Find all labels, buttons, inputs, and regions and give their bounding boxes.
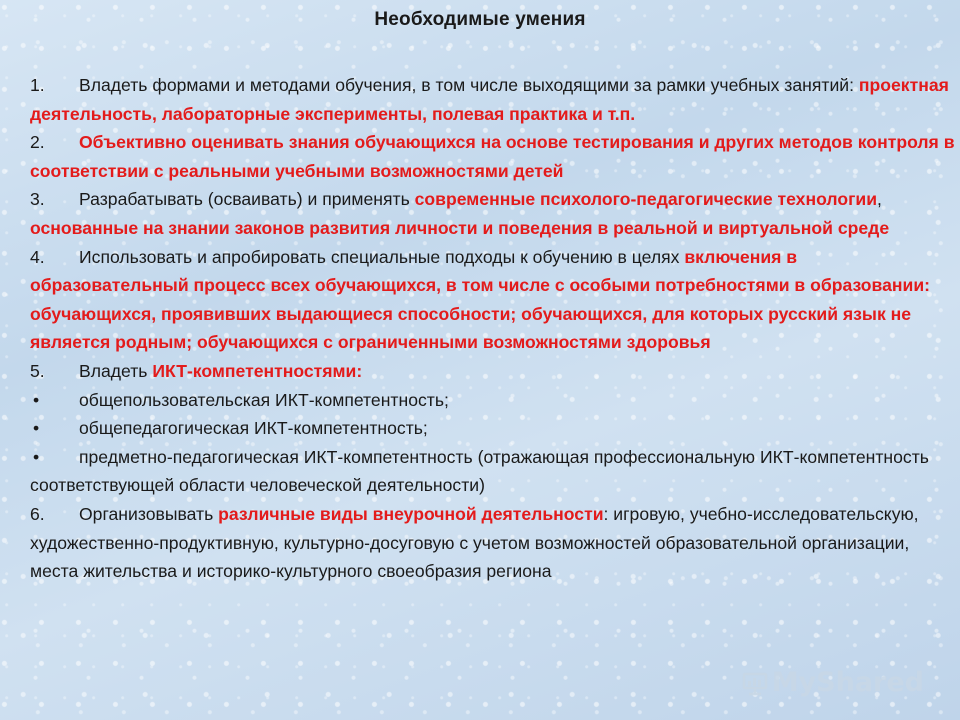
item-highlight: включения в образовательный процесс всех обучающихся, в том числе с особыми потребностями в образовании: обучающихся, проявивших выдающиеся способности; обучающихся, для которых русский язык не является родным; обучающихся с ограниченными возможностями здоровья [30, 246, 931, 353]
item-number: 1. [30, 75, 45, 95]
list-item-6 [30, 500, 955, 586]
slide-content [30, 71, 955, 586]
item-text: : игровую, учебно-исследовательскую, художественно-продуктивную, культурно-досуговую с учетом возможностей образовательной организации, места жительства и историко-культурного своеобразия региона [30, 503, 919, 582]
slide-title: Необходимые умения [374, 9, 586, 30]
item-text: Владеть формами и методами обучения, в том числе выходящими за рамки учебных занятий: [79, 75, 859, 95]
item-number: 2. [30, 132, 45, 153]
bullet-item-2 [30, 414, 955, 443]
item-highlight: различные виды внеурочной деятельности [218, 503, 604, 524]
bullet-item-1 [30, 386, 955, 415]
item-number: 4. [30, 246, 45, 267]
item-text: Разрабатывать (осваивать) и применять [79, 189, 415, 210]
bullet-item-3 [30, 443, 955, 500]
item-text: Использовать и апробировать специальные подходы к обучению в целях [79, 246, 685, 267]
item-highlight: основанные на знании законов развития личности и поведения в реальной и виртуальной среде [30, 217, 890, 238]
list-item-5 [30, 357, 955, 386]
bullet-icon: • [33, 418, 40, 439]
item-text: , [877, 189, 882, 210]
bullet-icon: • [33, 446, 40, 467]
item-highlight: ИКТ-компетентностями: [152, 360, 363, 381]
watermark-text: MyShared [771, 667, 924, 698]
item-number: 5. [30, 360, 45, 381]
item-text: Организовывать [79, 503, 219, 524]
bullet-text: общепользовательская ИКТ-компетентность; [79, 389, 449, 410]
list-item-4 [30, 243, 955, 357]
bullet-text: предметно-педагогическая ИКТ-компетентность (отражающая профессиональную ИКТ-компетентность соответствующей области человеческой деятельности) [30, 446, 929, 496]
list-item-1 [30, 71, 955, 128]
item-number: 3. [30, 189, 45, 210]
list-item-3 [30, 185, 955, 242]
list-item-2 [30, 128, 955, 185]
item-text: Владеть [79, 360, 153, 381]
watermark [742, 667, 924, 698]
bullet-icon: • [33, 389, 40, 410]
presentation-board-icon [742, 670, 768, 696]
item-highlight: Объективно оценивать знания обучающихся на основе тестирования и других методов контроля в соответствии с реальными учебными возможностями детей [30, 132, 955, 181]
item-number: 6. [30, 503, 45, 524]
item-highlight: современные психолого-педагогические технологии [414, 189, 878, 210]
bullet-text: общепедагогическая ИКТ-компетентность; [79, 418, 428, 439]
item-highlight: проектная деятельность, лабораторные эксперименты, полевая практика и т.п. [30, 75, 949, 124]
